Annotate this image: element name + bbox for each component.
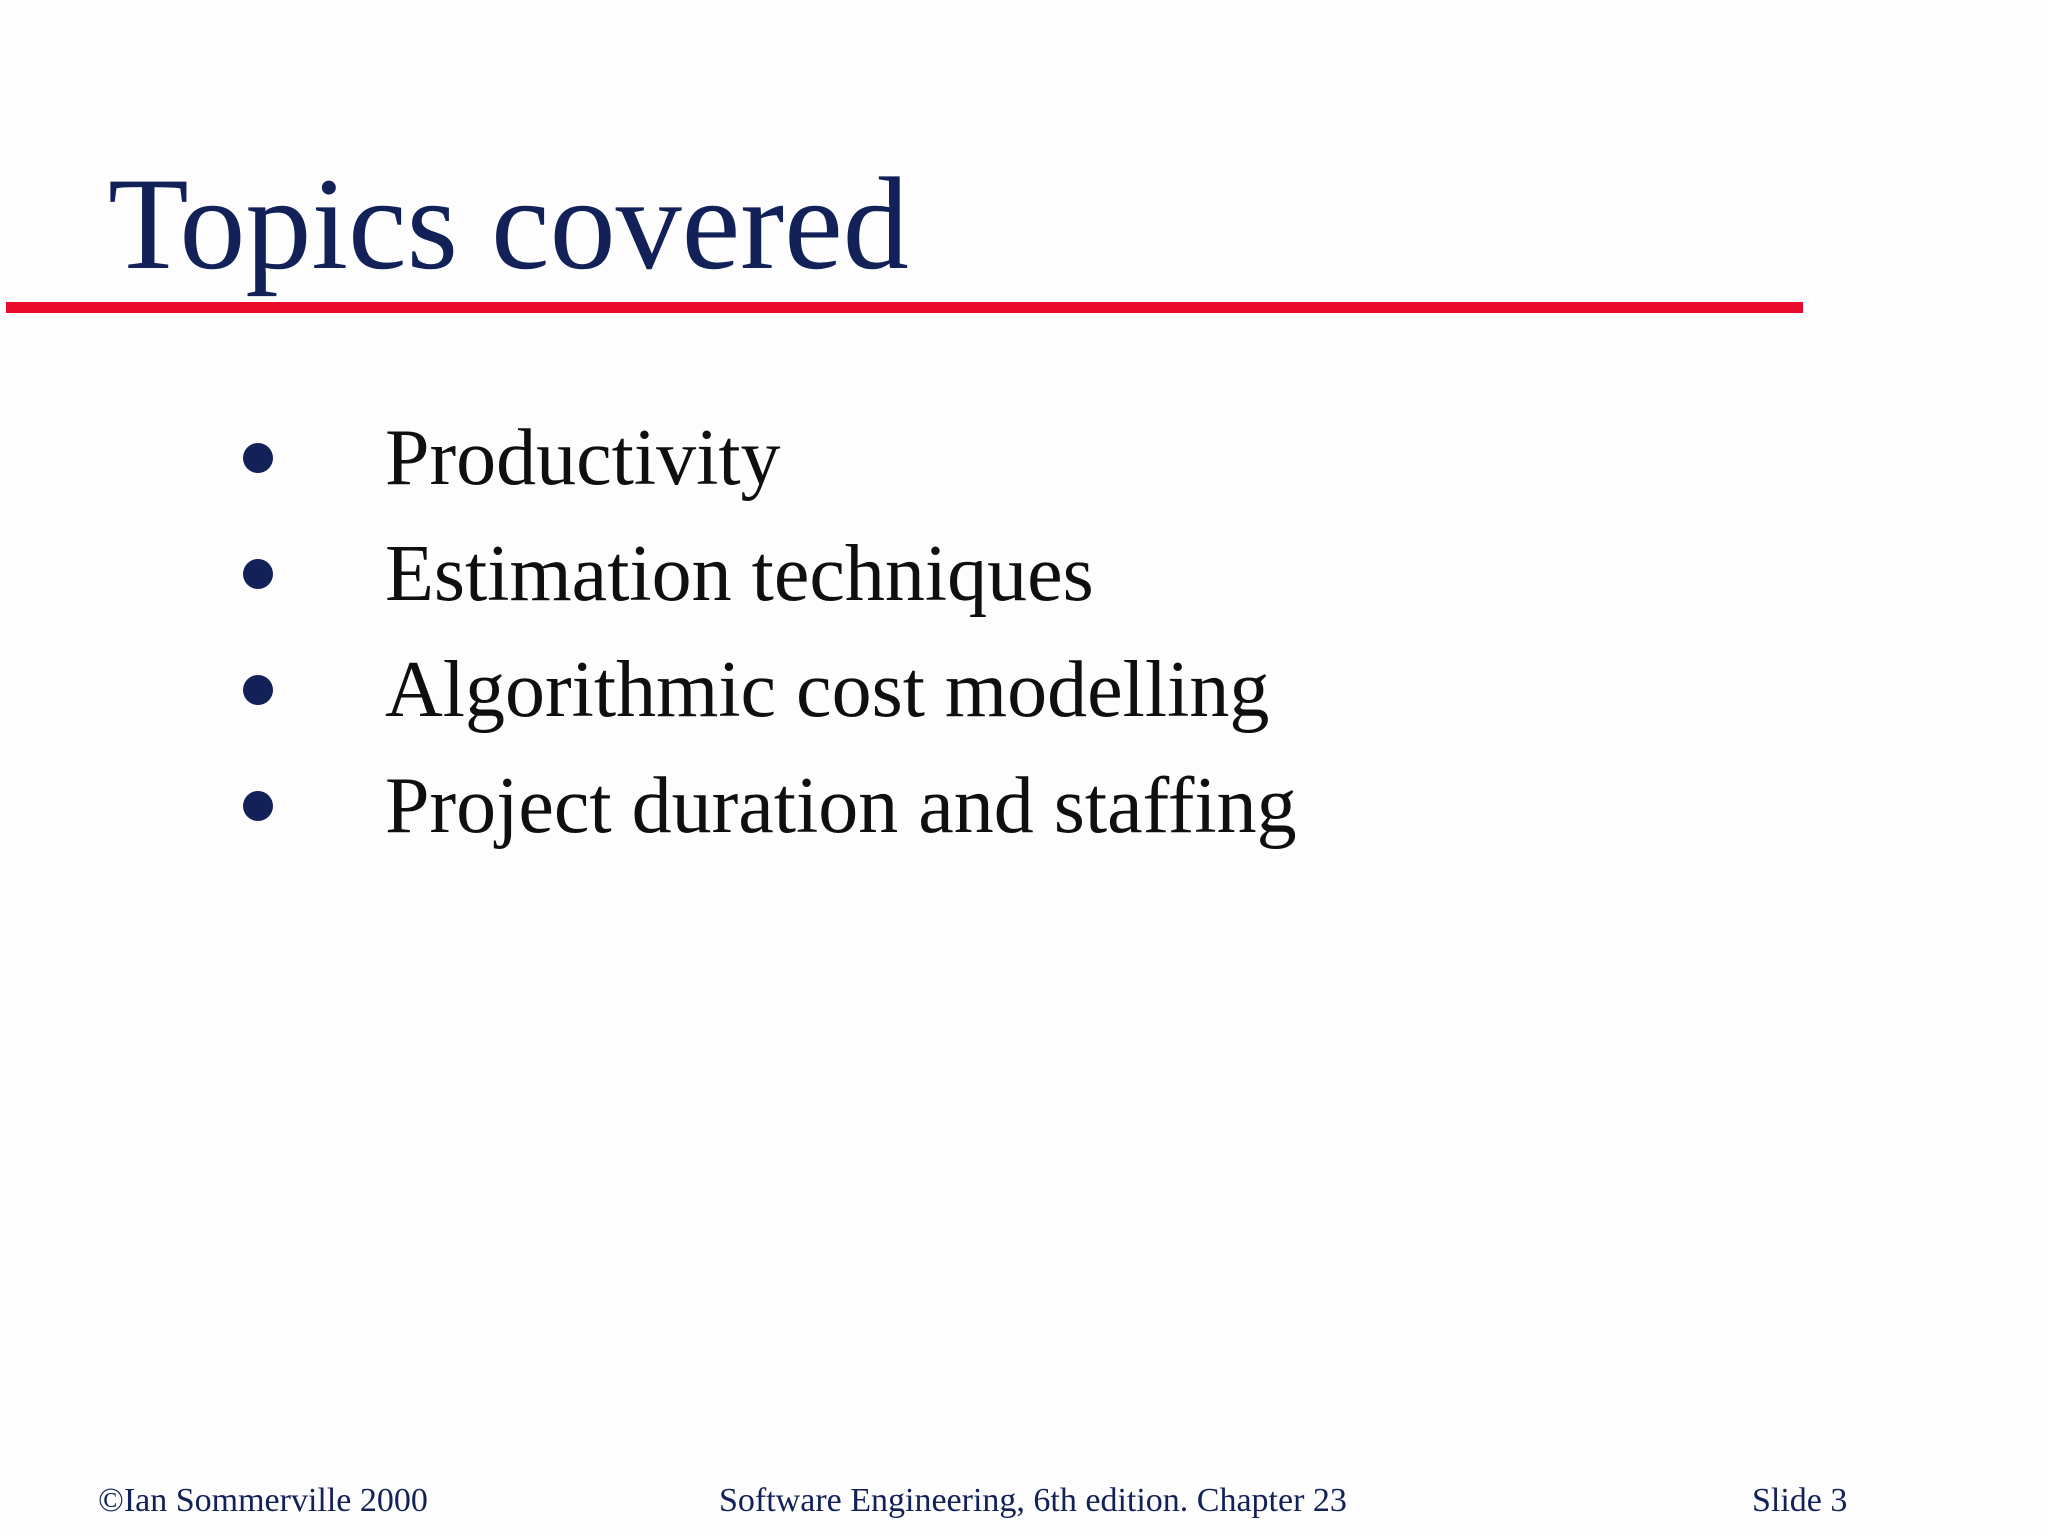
footer-slide-number: Slide 3: [1752, 1482, 1848, 1519]
topic-list: [238, 400, 1297, 864]
slide-title: Topics covered: [108, 150, 909, 297]
bullet-dot-icon: [243, 443, 273, 473]
footer-book-title: Software Engineering, 6th edition. Chapter 23: [719, 1482, 1347, 1519]
footer-copyright: ©Ian Sommerville 2000: [98, 1482, 428, 1519]
list-item: [238, 400, 1297, 516]
bullet-text: Algorithmic cost modelling: [385, 646, 1270, 734]
bullet-dot-icon: [243, 675, 273, 705]
bullet-text: Estimation techniques: [385, 530, 1094, 618]
bullet-dot-icon: [243, 559, 273, 589]
bullet-dot-icon: [243, 791, 273, 821]
title-underline-rule: [6, 302, 1803, 313]
list-item: [238, 748, 1297, 864]
list-item: [238, 632, 1297, 748]
bullet-text: Project duration and staffing: [385, 762, 1297, 850]
list-item: [238, 516, 1297, 632]
bullet-text: Productivity: [385, 414, 781, 502]
